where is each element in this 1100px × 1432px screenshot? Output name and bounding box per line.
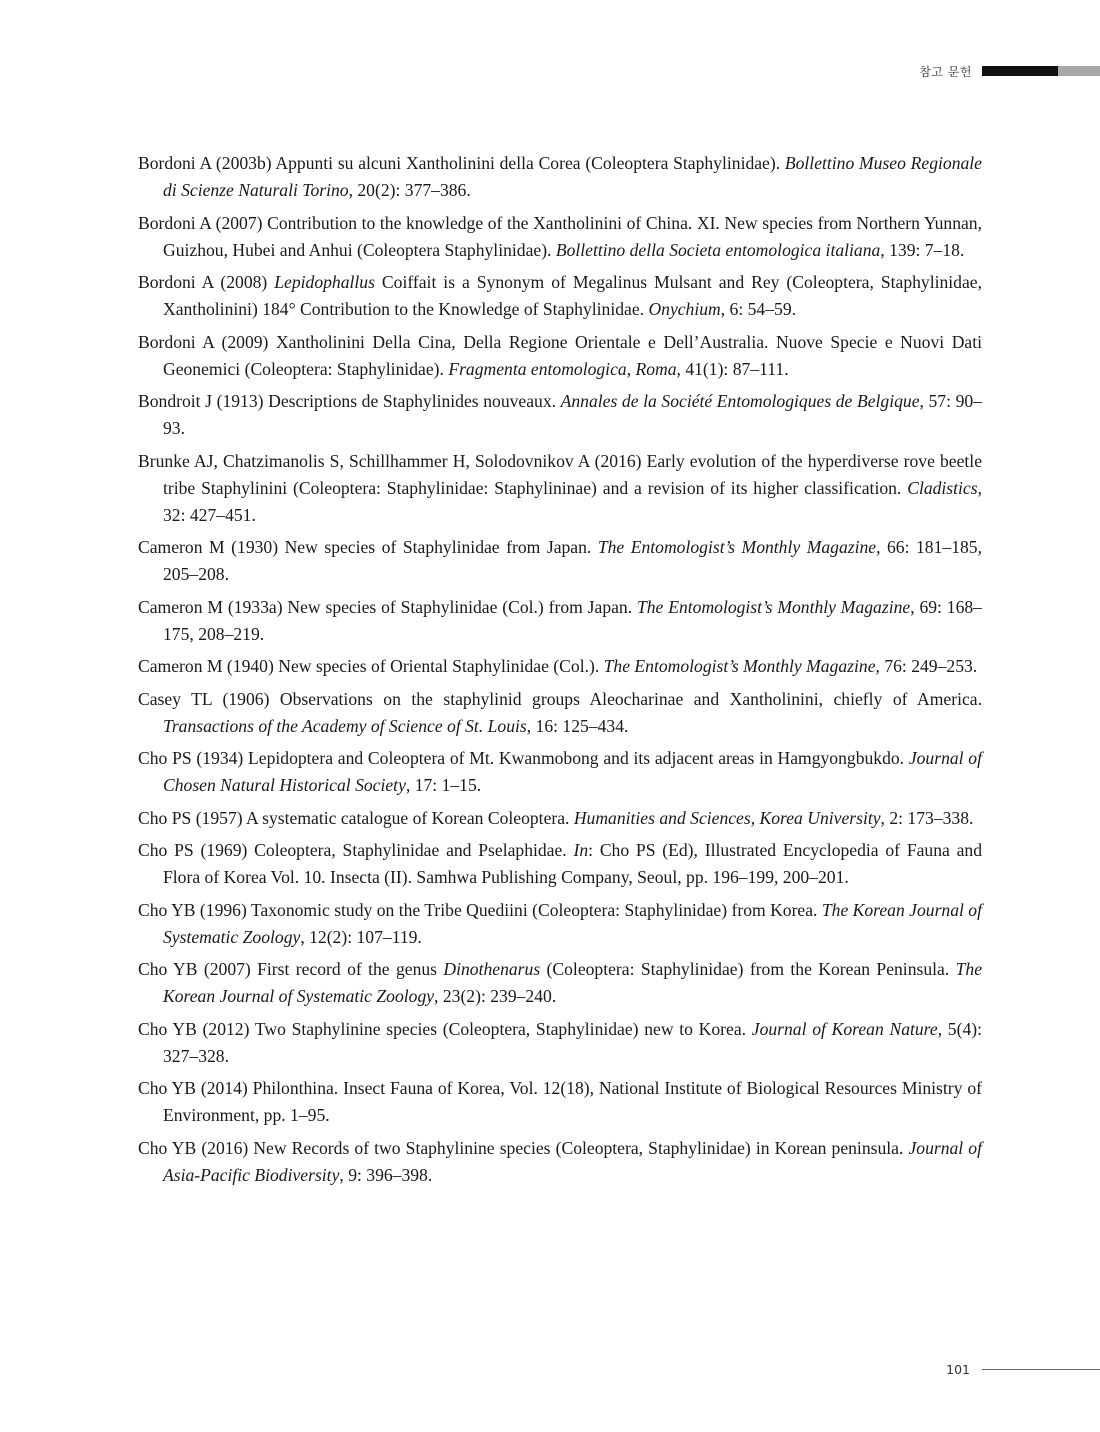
reference-italic-text: Cladistics [907,477,978,498]
section-label: 참고 문헌 [919,64,972,79]
page-footer [946,1360,1100,1378]
reference-text: , 23(2): 239–240. [434,986,557,1006]
reference-text: , 57: 90–93. [163,391,982,438]
reference-text: Cho YB (2007) First record of the genus [138,959,444,979]
reference-text: , 41(1): 87–111. [676,358,789,379]
reference-entry [138,534,982,588]
reference-entry [138,837,982,891]
reference-text: , 12(2): 107–119. [300,926,422,947]
reference-entry [138,1135,982,1189]
reference-text: Cho PS (1934) Lepidoptera and Coleoptera of Mt. Kwanmobong and its adjacent areas in Hamgyongbukdo. [138,748,909,768]
reference-entry [138,653,982,680]
reference-text: Brunke AJ, Chatzimanolis S, Schillhammer H, Solodovnikov A (2016) Early evolution of the hyperdiverse rove beetle tribe Staphylinini (Coleoptera: Staphylinidae: Staphylininae) and a revision of its higher classification. [138,450,982,498]
reference-italic-text: In [573,840,589,860]
reference-text: , 69: 168–175, 208–219. [163,596,982,644]
reference-italic-text: Lepidophallus [274,272,375,292]
reference-text: , 76: 249–253. [875,656,978,676]
reference-text: , 17: 1–15. [405,775,482,795]
reference-text: , [626,358,636,379]
reference-text: Bordoni A (2009) Xantholinini Della Cina, Della Regione Orientale e Dell’Australia. Nuove Specie e Nuovi Dati Geonemici (Coleoptera: Staphylinidae). [138,331,982,379]
reference-italic-text: Journal of Asia-Pacific Biodiversity [163,1137,982,1185]
reference-text: , 5(4): 327–328. [163,1018,983,1066]
reference-text: Cho PS (1957) A systematic catalogue of Korean Coleoptera. [138,807,574,828]
reference-entry [138,897,982,951]
reference-entry [138,388,982,442]
reference-text: , 2: 173–338. [880,807,974,828]
reference-italic-text: Bollettino della Societa entomologica italiana [555,239,881,260]
reference-text: , 6: 54–59. [720,299,797,319]
reference-entry [138,805,982,832]
reference-text: Cho YB (2014) Philonthina. Insect Fauna of Korea, Vol. 12(18), National Institute of Biological Resources Ministry of Environment, pp. 1–95. [138,1078,982,1125]
reference-text: , 66: 181–185, 205–208. [163,537,982,584]
reference-italic-text: The Entomologist’s Monthly Magazine [603,656,876,676]
reference-italic-text: Transactions of the Academy of Science of St. Louis [163,715,527,736]
reference-text: , 20(2): 377–386. [348,180,471,200]
reference-italic-text: Dinothenarus [443,959,541,979]
reference-text: Cho YB (2012) Two Staphylinine species (Coleoptera, Staphylinidae) new to Korea. [138,1018,752,1039]
reference-text: (Coleoptera: Staphylinidae) from the Korean Peninsula. [540,959,956,979]
reference-text: , 16: 125–434. [526,715,629,736]
reference-list [138,150,982,1194]
reference-entry [138,594,982,648]
page-number: 101 [946,1361,970,1377]
reference-entry [138,956,982,1010]
reference-italic-text: Journal of Korean Nature [751,1018,938,1039]
reference-text: Cameron M (1940) New species of Oriental Staphylinidae (Col.). [138,656,604,676]
reference-entry [138,1075,982,1129]
reference-text: Cho YB (2016) New Records of two Staphylinine species (Coleoptera, Staphylinidae) in Korean peninsula. [138,1137,909,1158]
reference-entry [138,210,982,264]
reference-text: , 9: 396–398. [339,1164,433,1185]
reference-text: , 139: 7–18. [880,239,965,260]
reference-italic-text: The Entomologist’s Monthly Magazine [636,596,911,617]
reference-text: : Cho PS (Ed), Illustrated Encyclopedia of Fauna and Flora of Korea Vol. 10. Insecta (II). Samhwa Publishing Company, Seoul, pp. 196–199, 200–201. [163,840,983,887]
reference-entry [138,150,982,204]
reference-text: Bordoni A (2007) Contribution to the knowledge of the Xantholinini of China. XI. New species from Northern Yunnan, Guizhou, Hubei and Anhui (Coleoptera Staphylinidae). [138,212,982,260]
reference-text: Coiffait is a Synonym of Megalinus Mulsant and Rey (Coleoptera, Staphylinidae, Xantholinini) 184° Contribution to the Knowledge of Staphylinidae. [163,272,982,319]
reference-italic-text: Journal of Chosen Natural Historical Society [163,748,982,795]
reference-entry [138,448,982,529]
reference-entry [138,686,982,740]
reference-italic-text: The Entomologist’s Monthly Magazine [597,537,877,557]
footer-rule [982,1369,1100,1370]
reference-text: Bordoni A (2003b) Appunti su alcuni Xantholinini della Corea (Coleoptera Staphylinidae). [138,153,785,173]
reference-italic-text: Fragmenta entomologica [448,358,627,379]
reference-text: Cameron M (1930) New species of Staphylinidae from Japan. [138,537,598,557]
reference-italic-text: Roma [635,358,677,379]
reference-text: Casey TL (1906) Observations on the staphylinid groups Aleocharinae and Xantholinini, chiefly of America. [138,688,982,709]
reference-text: Cho PS (1969) Coleoptera, Staphylinidae and Pselaphidae. [138,840,574,860]
reference-italic-text: Humanities and Sciences, Korea University [573,807,881,828]
reference-italic-text: Onychium [648,299,721,319]
reference-entry [138,269,982,323]
reference-italic-text: Annales de la Société Entomologiques de Belgique [560,391,920,411]
reference-text: Cho YB (1996) Taxonomic study on the Tribe Quediini (Coleoptera: Staphylinidae) from Korea. [138,899,822,920]
reference-entry [138,745,982,799]
reference-entry [138,329,982,383]
running-header [919,64,1100,78]
reference-text: Bondroit J (1913) Descriptions de Staphylinides nouveaux. [138,391,561,411]
reference-entry [138,1016,982,1070]
reference-text: , 32: 427–451. [163,477,982,525]
reference-text: Cameron M (1933a) New species of Staphylinidae (Col.) from Japan. [138,596,637,617]
reference-text: Bordoni A (2008) [138,272,275,292]
reference-italic-text: The Korean Journal of Systematic Zoology [163,899,982,947]
reference-italic-text: Bollettino Museo Regionale di Scienze Naturali Torino [163,153,982,200]
reference-italic-text: The Korean Journal of Systematic Zoology [163,959,982,1006]
header-bar-gray [1058,66,1100,76]
header-bar-dark [982,66,1058,76]
